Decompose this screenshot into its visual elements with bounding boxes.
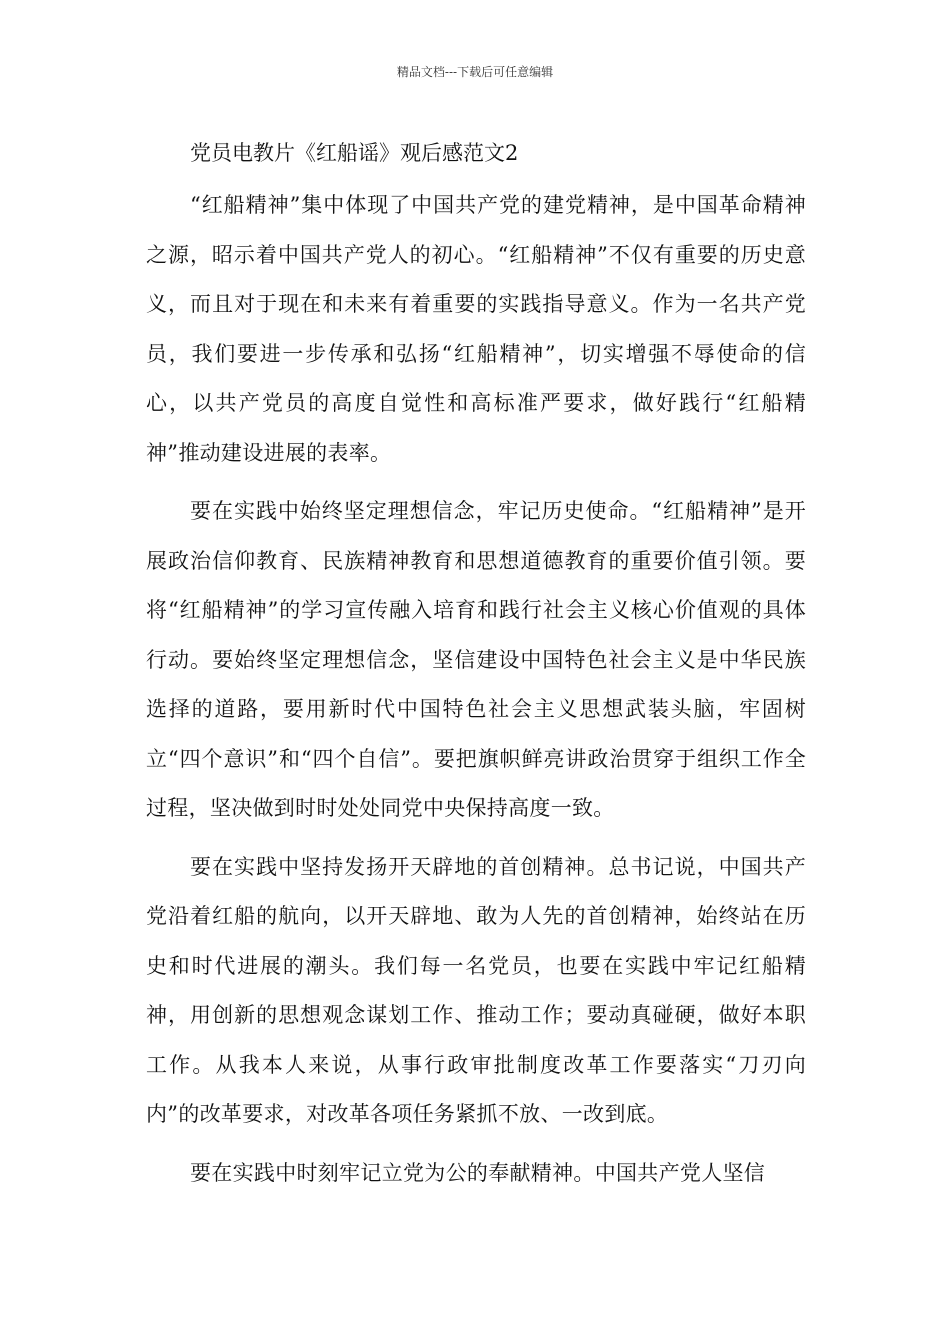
document-title: 党员电教片《红船谣》观后感范文2 bbox=[190, 141, 519, 165]
paragraph-1: “红船精神”集中体现了中国共产党的建党精神，是中国革命精神之源，昭示着中国共产党人的初心。“红船精神”不仅有重要的历史意义，而且对于现在和未来有着重要的实践指导意义。作为一名共产党员，我们要进一步传承和弘扬“红船精神”，切实增强不辱使命的信心，以共产党员的高度自觉性和高标准严要求，做好践行“红船精神”推动建设进展的表率。 bbox=[146, 193, 806, 465]
paragraph-4: 要在实践中时刻牢记立党为公的奉献精神。中国共产党人坚信 bbox=[190, 1160, 766, 1185]
paragraph-3: 要在实践中坚持发扬开天辟地的首创精神。总书记说，中国共产党沿着红船的航向，以开天辟地、敢为人先的首创精神，始终站在历史和时代进展的潮头。我们每一名党员，也要在实践中牢记红船精神，用创新的思想观念谋划工作、推动工作；要动真碰硬，做好本职工作。从我本人来说，从事行政审批制度改革工作要落实“刀刃向内”的改革要求，对改革各项任务紧抓不放、一改到底。 bbox=[146, 854, 806, 1126]
page-header: 精品文档---下载后可任意编辑 bbox=[396, 65, 554, 79]
paragraph-2: 要在实践中始终坚定理想信念，牢记历史使命。“红船精神”是开展政治信仰教育、民族精神教育和思想道德教育的重要价值引领。要将“红船精神”的学习宣传融入培育和践行社会主义核心价值观的具体行动。要始终坚定理想信念，坚信建设中国特色社会主义是中华民族选择的道路，要用新时代中国特色社会主义思想武装头脑，牢固树立“四个意识”和“四个自信”。要把旗帜鲜亮讲政治贯穿于组织工作全过程，坚决做到时时处处同党中央保持高度一致。 bbox=[146, 499, 806, 820]
document-body bbox=[146, 134, 806, 1207]
